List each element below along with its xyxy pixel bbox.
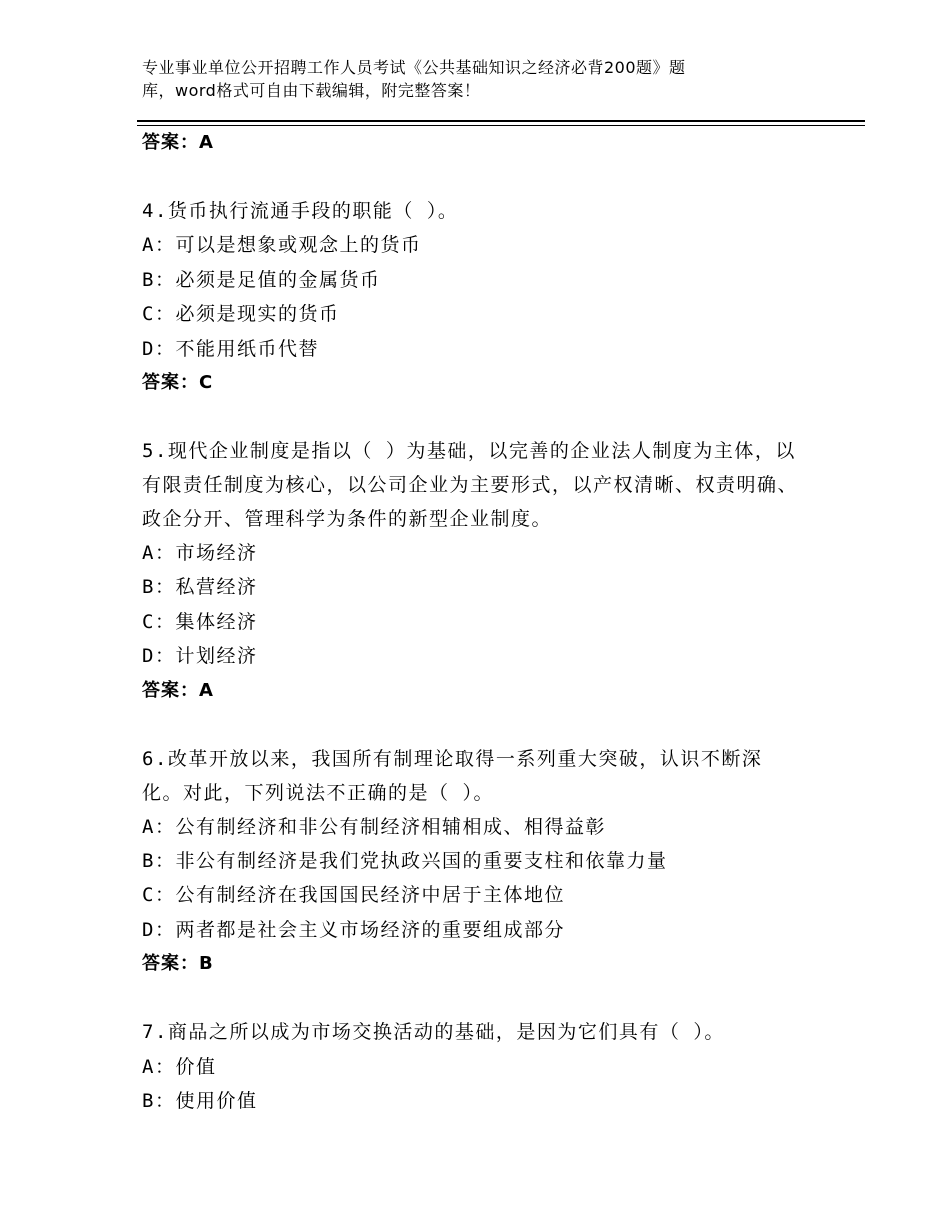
option-c: C：集体经济 xyxy=(142,610,258,633)
question-block xyxy=(142,742,802,982)
option-c: C：必须是现实的货币 xyxy=(142,303,340,326)
question-text: 5.现代企业制度是指以（ ）为基础，以完善的企业法人制度为主体，以有限责任制度为核心，以公司企业为主要形式，以产权清晰、权责明确、政企分开、管理科学为条件的新型企业制度。 xyxy=(142,440,799,531)
question-text: 4.货币执行流通手段的职能（ ）。 xyxy=(142,200,459,222)
question-block xyxy=(142,194,802,400)
page-header xyxy=(142,56,862,102)
header-line-1: 专业事业单位公开招聘工作人员考试《公共基础知识之经济必背200题》题 xyxy=(142,58,686,77)
answer-line: 答案：A xyxy=(142,679,214,701)
question-text: 7.商品之所以成为市场交换活动的基础，是因为它们具有（ ）。 xyxy=(142,1021,725,1044)
spacer xyxy=(142,708,802,742)
answer-line: 答案：C xyxy=(142,372,214,394)
option-a: A：公有制经济和非公有制经济相辅相成、相得益彰 xyxy=(142,815,606,838)
option-d: D：计划经济 xyxy=(142,645,258,668)
question-block xyxy=(142,434,802,708)
question-block xyxy=(142,1015,802,1118)
option-c: C：公有制经济在我国国民经济中居于主体地位 xyxy=(142,884,565,907)
option-b: B：私营经济 xyxy=(142,576,258,599)
question-text: 6.改革开放以来，我国所有制理论取得一系列重大突破，认识不断深化。对此，下列说法不正确的是（ ）。 xyxy=(142,747,763,804)
document-body xyxy=(142,126,802,1119)
option-b: B：非公有制经济是我们党执政兴国的重要支柱和依靠力量 xyxy=(142,850,668,873)
option-d: D：两者都是社会主义市场经济的重要组成部分 xyxy=(142,918,565,941)
header-line-2: 库，word格式可自由下载编辑，附完整答案！ xyxy=(142,81,481,100)
spacer xyxy=(142,981,802,1015)
header-rule-thick xyxy=(137,120,865,122)
option-a: A：可以是想象或观念上的货币 xyxy=(142,234,422,257)
option-b: B：必须是足值的金属货币 xyxy=(142,268,381,291)
option-a: A：价值 xyxy=(142,1055,217,1078)
spacer xyxy=(142,160,802,194)
option-d: D：不能用纸币代替 xyxy=(142,337,319,360)
answer-line: 答案：B xyxy=(142,953,214,975)
option-b: B：使用价值 xyxy=(142,1090,258,1113)
option-a: A：市场经济 xyxy=(142,542,258,565)
answer-line: 答案：A xyxy=(142,132,214,153)
spacer xyxy=(142,400,802,434)
